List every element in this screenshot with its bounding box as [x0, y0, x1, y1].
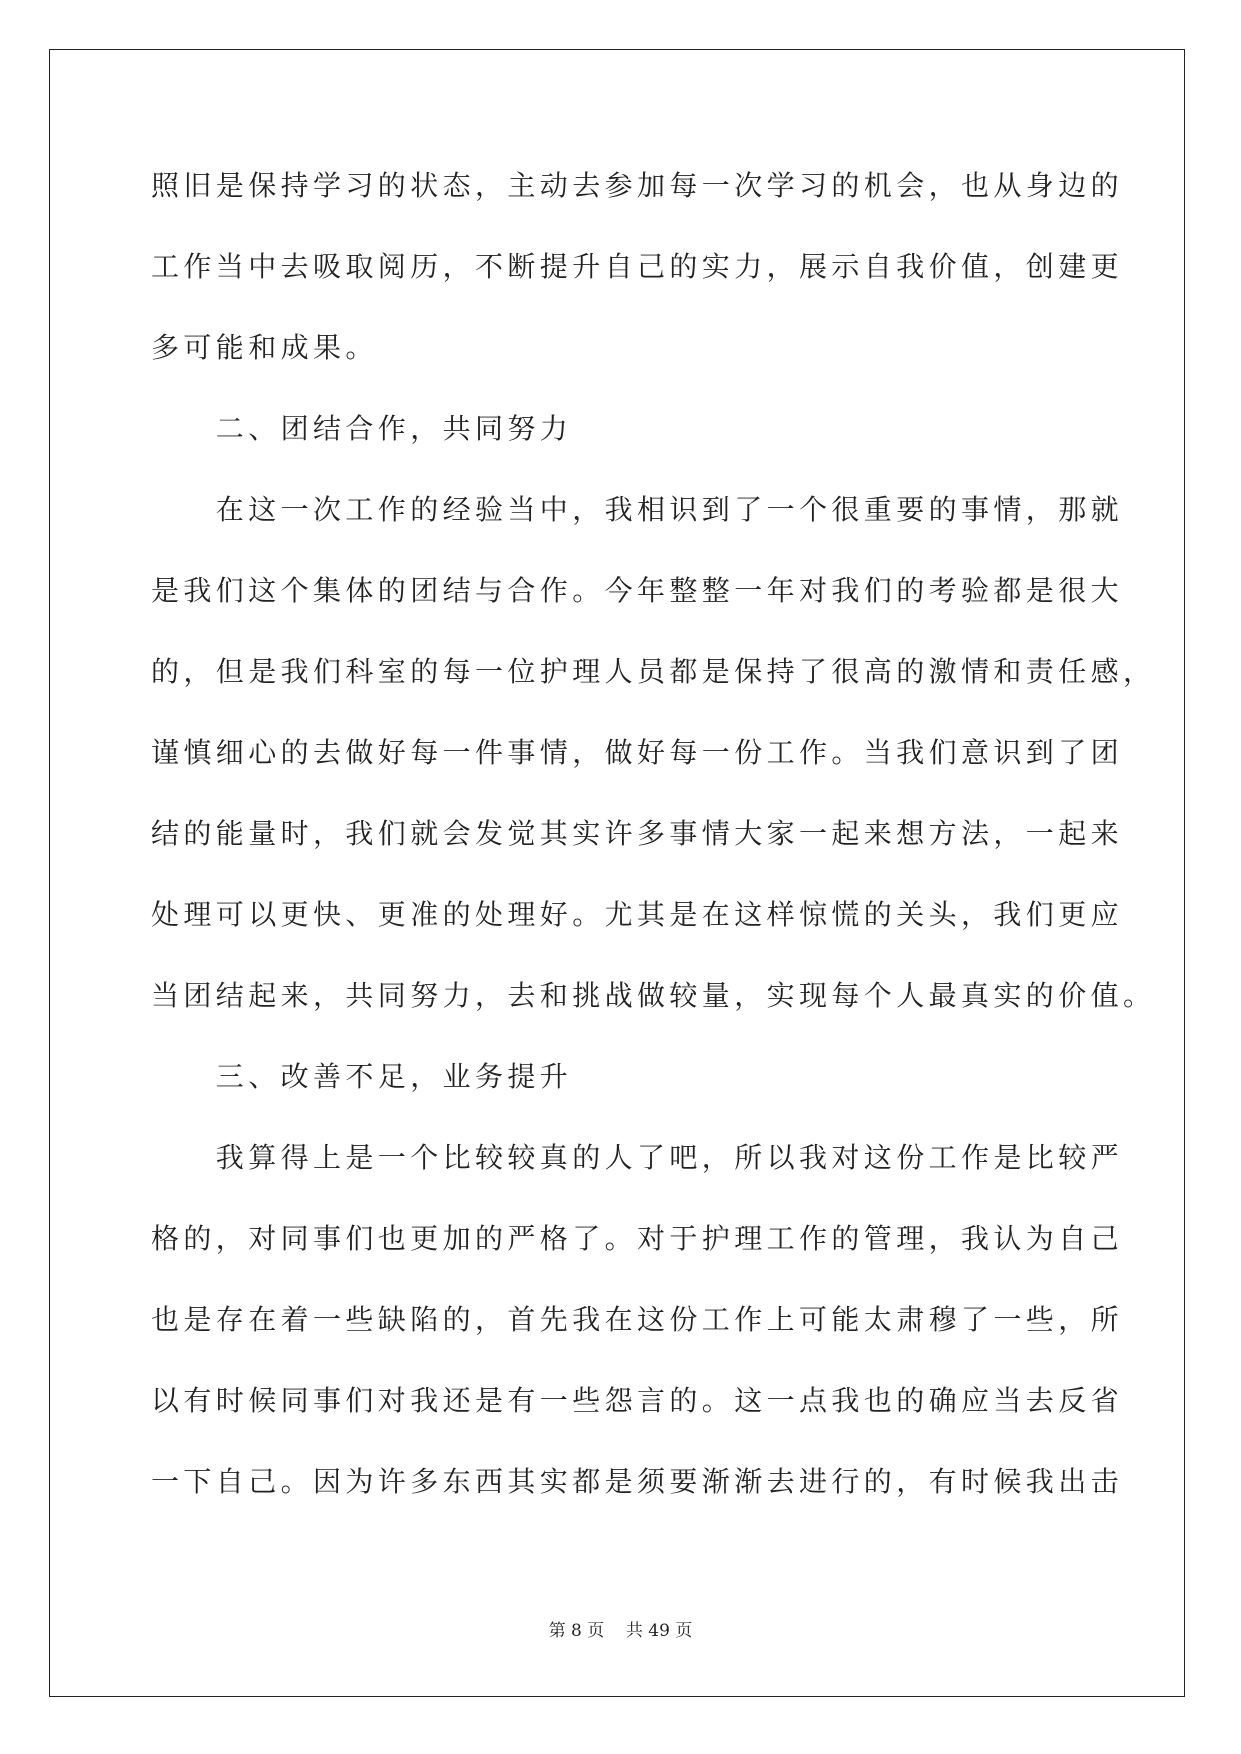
section-heading: 二、团结合作，共同努力: [151, 412, 573, 445]
page-number: 第 8 页 共 49 页: [548, 1621, 693, 1641]
text-line: 格的，对同事们也更加的严格了。对于护理工作的管理，我认为自己: [151, 1222, 1124, 1255]
page-border: [49, 49, 1185, 1697]
text-line: 的，但是我们科室的每一位护理人员都是保持了很高的激情和责任感，: [151, 655, 1156, 688]
text-line: 处理可以更快、更准的处理好。尤其是在这样惊慌的关头，我们更应: [151, 898, 1124, 931]
text-line: 谨慎细心的去做好每一件事情，做好每一份工作。当我们意识到了团: [151, 736, 1124, 769]
section-heading: 三、改善不足，业务提升: [151, 1060, 573, 1093]
text-line: 在这一次工作的经验当中，我相识到了一个很重要的事情，那就: [151, 493, 1124, 526]
text-line: 结的能量时，我们就会发觉其实许多事情大家一起来想方法，一起来: [151, 817, 1124, 850]
text-line: 以有时候同事们对我还是有一些怨言的。这一点我也的确应当去反省: [151, 1384, 1124, 1417]
text-line: 一下自己。因为许多东西其实都是须要渐渐去进行的，有时候我出击: [151, 1465, 1124, 1498]
text-line: 多可能和成果。: [151, 331, 378, 364]
text-line: 也是存在着一些缺陷的，首先我在这份工作上可能太肃穆了一些，所: [151, 1303, 1124, 1336]
text-line: 照旧是保持学习的状态，主动去参加每一次学习的机会，也从身边的: [151, 169, 1124, 202]
text-line: 是我们这个集体的团结与合作。今年整整一年对我们的考验都是很大: [151, 574, 1124, 607]
text-line: 工作当中去吸取阅历，不断提升自己的实力，展示自我价值，创建更: [151, 250, 1124, 283]
text-line: 我算得上是一个比较较真的人了吧，所以我对这份工作是比较严: [151, 1141, 1124, 1174]
text-line: 当团结起来，共同努力，去和挑战做较量，实现每个人最真实的价值。: [151, 979, 1156, 1012]
